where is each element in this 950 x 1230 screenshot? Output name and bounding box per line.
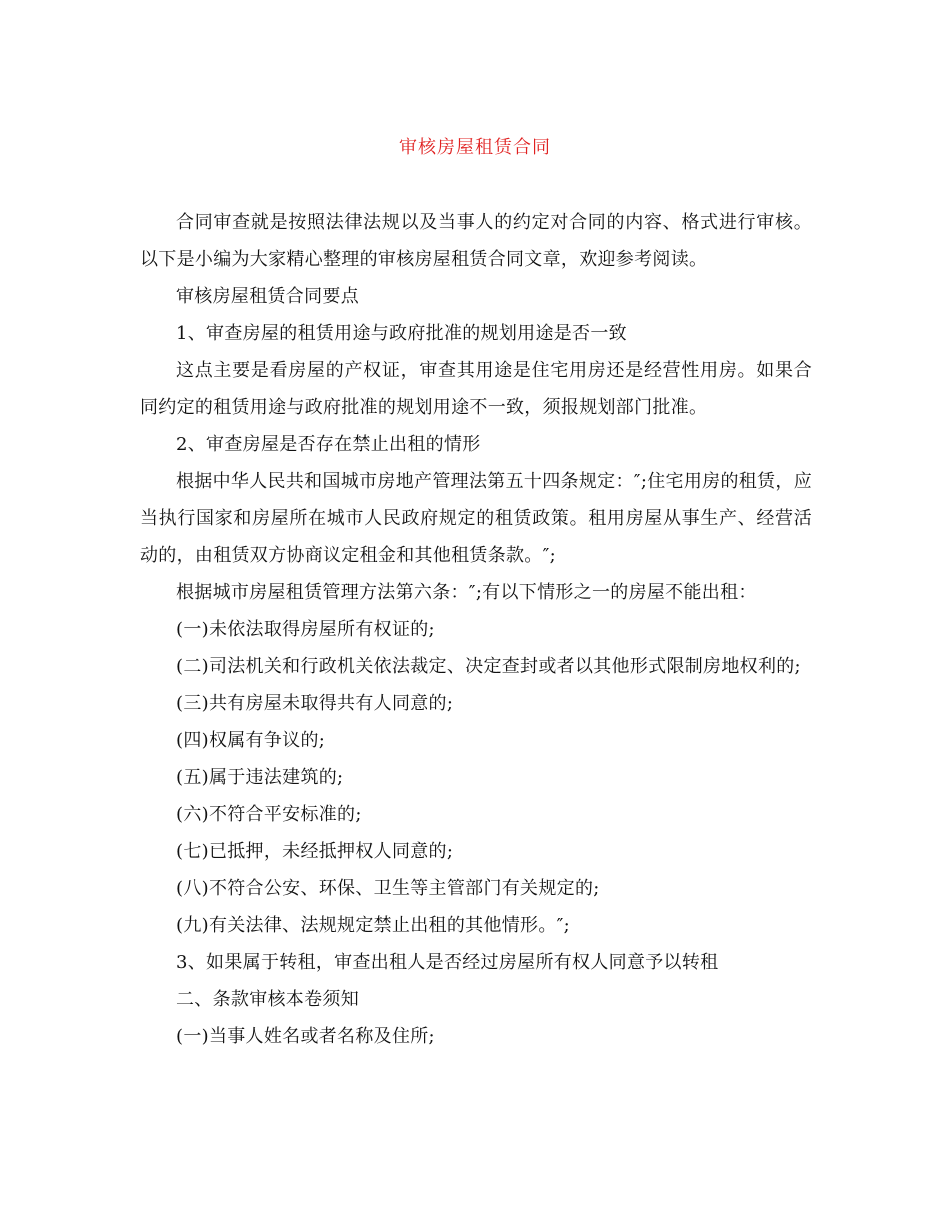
- paragraph-rule-article-6: 根据城市房屋租赁管理方法第六条：″;有以下情形之一的房屋不能出租：: [176, 582, 757, 603]
- paragraph-point-2: 2、审查房屋是否存在禁止出租的情形: [176, 434, 481, 455]
- list-item-4: (四)权属有争议的;: [176, 730, 326, 751]
- paragraph-key-points-heading: 审核房屋租赁合同要点: [176, 286, 359, 307]
- paragraph-section-2-item-1: (一)当事人姓名或者名称及住所;: [176, 1026, 435, 1047]
- list-item-6: (六)不符合平安标准的;: [176, 804, 362, 825]
- list-item-2: (二)司法机关和行政机关依法裁定、决定查封或者以其他形式限制房地权利的;: [176, 656, 801, 677]
- list-item-1: (一)未依法取得房屋所有权证的;: [176, 619, 435, 640]
- paragraph-point-1-detail: 这点主要是看房屋的产权证，审查其用途是住宅用房还是经营性用房。如果合同约定的租赁用途与政府批准的规划用途不一致，须报规划部门批准。: [140, 360, 812, 418]
- list-item-8: (八)不符合公安、环保、卫生等主管部门有关规定的;: [176, 878, 600, 899]
- paragraph-point-3: 3、如果属于转租，审查出租人是否经过房屋所有权人同意予以转租: [176, 952, 719, 973]
- paragraph-law-article-54: 根据中华人民共和国城市房地产管理法第五十四条规定：″;住宅用房的租赁，应当执行国家和房屋所在城市人民政府规定的租赁政策。租用房屋从事生产、经营活动的，由租赁双方协商议定租金和其他租赁条款。″;: [140, 471, 812, 566]
- document-body: [140, 204, 812, 1055]
- list-item-3: (三)共有房屋未取得共有人同意的;: [176, 693, 454, 714]
- list-item-5: (五)属于违法建筑的;: [176, 767, 344, 788]
- paragraph-point-1: 1、审查房屋的租赁用途与政府批准的规划用途是否一致: [176, 323, 627, 344]
- paragraph-section-2-heading: 二、条款审核本卷须知: [176, 989, 359, 1010]
- list-item-9: (九)有关法律、法规规定禁止出租的其他情形。″;: [176, 915, 571, 936]
- list-item-7: (七)已抵押，未经抵押权人同意的;: [176, 841, 454, 862]
- paragraph-intro: 合同审查就是按照法律法规以及当事人的约定对合同的内容、格式进行审核。以下是小编为大家精心整理的审核房屋租赁合同文章，欢迎参考阅读。: [140, 212, 812, 270]
- document-title: 审核房屋租赁合同: [399, 137, 551, 158]
